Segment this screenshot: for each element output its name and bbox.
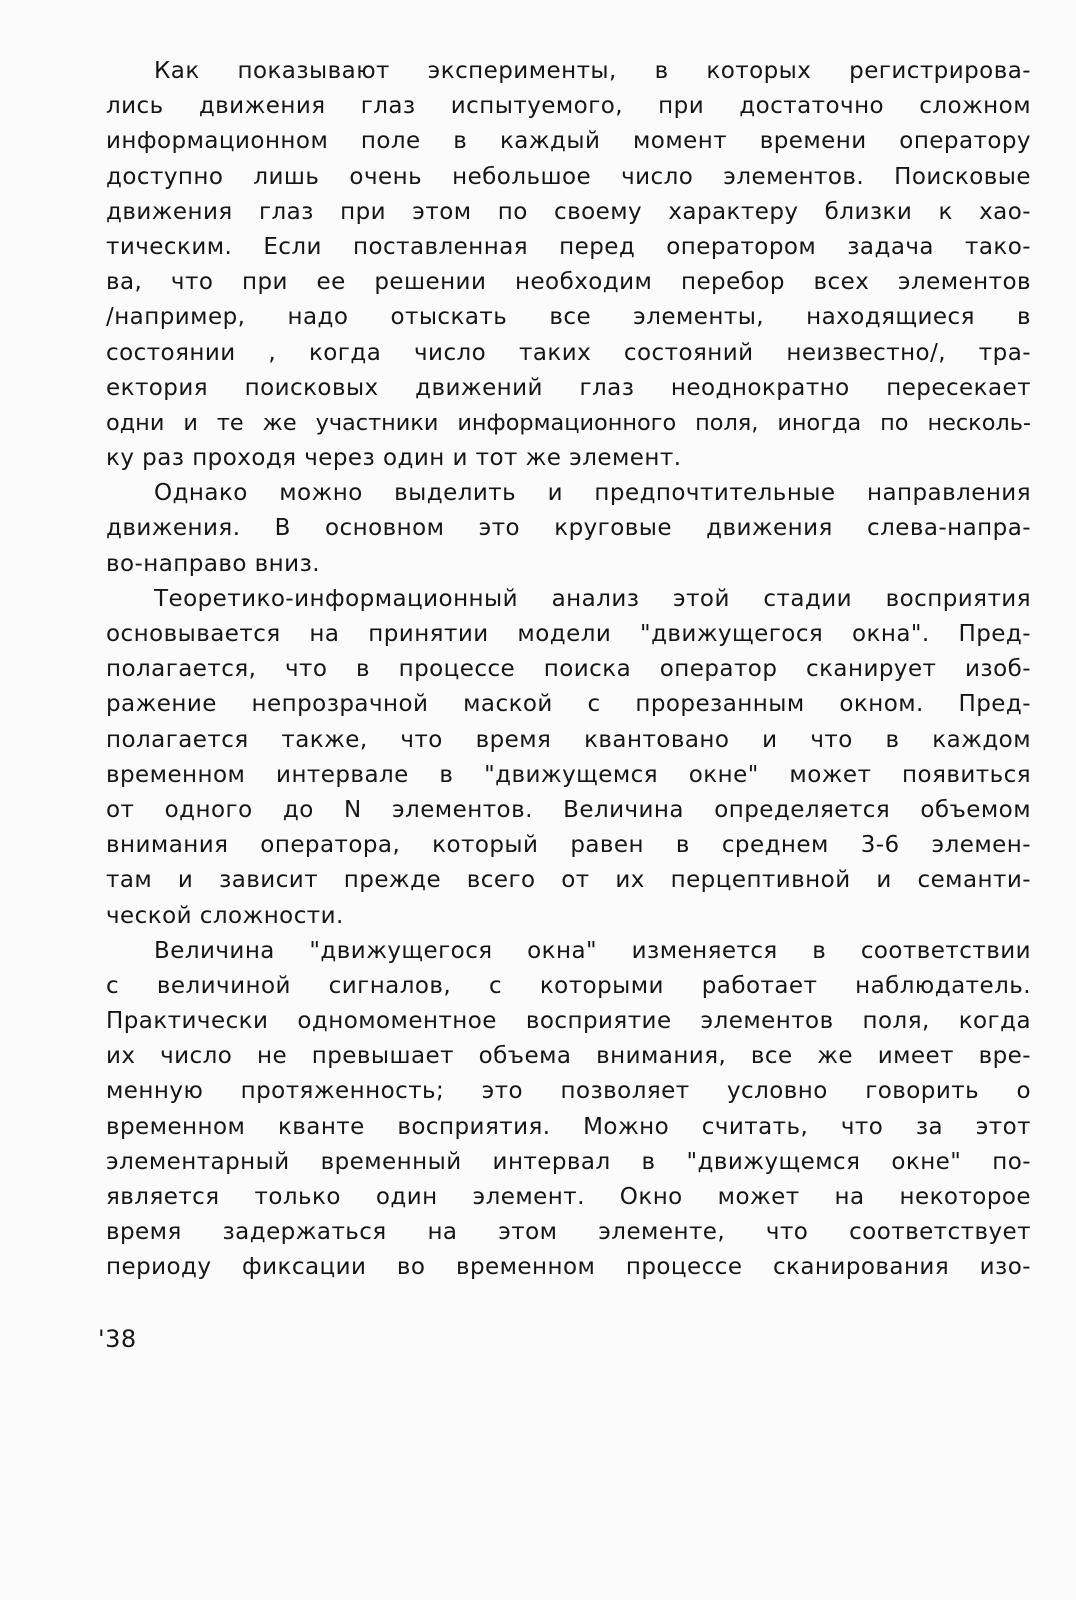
text-line: Теоретико-информационный анализ этой стадии восприятия <box>154 585 1031 612</box>
text-line: Практически одномоментное восприятие элементов поля, когда <box>106 1008 1031 1035</box>
text-line: временном кванте восприятия. Можно считать, что за этот <box>106 1113 1031 1140</box>
text-line: элементарный временный интервал в "движущемся окне" по- <box>106 1148 1031 1175</box>
text-line: ва, что при ее решении необходим перебор всех элементов <box>106 269 1031 296</box>
text-line: полагается также, что время квантовано и что в каждом <box>106 726 1031 753</box>
page-number: '38 <box>98 1325 137 1353</box>
text-line: Величина "движущегося окна" изменяется в соответствии <box>154 937 1031 964</box>
text-line: время задержаться на этом элементе, что соответствует <box>106 1219 1031 1246</box>
text-line: одни и те же участники информационного поля, иногда по несколь- <box>106 409 1031 436</box>
text-line: ражение непрозрачной маской с прорезанным окном. Пред- <box>106 691 1031 718</box>
text-line: во-направо вниз. <box>106 550 321 577</box>
paragraph-3 <box>106 582 1031 934</box>
paragraph-2 <box>106 476 1031 582</box>
text-line: ческой сложности. <box>106 902 344 929</box>
text-line: /например, надо отыскать все элементы, находящиеся в <box>106 304 1031 331</box>
text-line: Однако можно выделить и предпочтительные направления <box>154 480 1031 507</box>
text-line: от одного до N элементов. Величина определяется объемом <box>106 796 1031 823</box>
paragraph-1 <box>106 54 1031 476</box>
text-line: ку раз проходя через один и тот же элемент. <box>106 445 682 472</box>
text-line: периоду фиксации во временном процессе сканирования изо- <box>106 1254 1031 1281</box>
text-line: Как показывают эксперименты, в которых регистрирова- <box>154 58 1031 84</box>
text-line: лись движения глаз испытуемого, при достаточно сложном <box>106 93 1031 120</box>
text-line: внимания оператора, который равен в среднем 3-6 элемен- <box>106 832 1031 859</box>
text-line: ектория поисковых движений глаз неоднократно пересекает <box>106 374 1031 401</box>
text-line: является только один элемент. Окно может на некоторое <box>106 1184 1031 1210</box>
text-line: менную протяженность; это позволяет условно говорить о <box>106 1078 1031 1105</box>
text-line: там и зависит прежде всего от их перцептивной и семанти- <box>106 867 1031 894</box>
text-line: их число не превышает объема внимания, все же имеет вре- <box>106 1043 1031 1070</box>
paragraph-4 <box>106 934 1031 1286</box>
body-text <box>106 54 1031 1286</box>
text-line: тическим. Если поставленная перед оператором задача тако- <box>106 233 1031 260</box>
text-line: полагается, что в процессе поиска оператор сканирует изоб- <box>106 656 1031 683</box>
text-line: основывается на принятии модели "движущегося окна". Пред- <box>106 621 1031 647</box>
text-line: движения. В основном это круговые движения слева-напра- <box>106 515 1031 542</box>
text-line: движения глаз при этом по своему характеру близки к хао- <box>106 198 1031 225</box>
text-line: информационном поле в каждый момент времени оператору <box>106 128 1031 155</box>
text-line: состоянии , когда число таких состояний неизвестно/, тра- <box>106 339 1031 366</box>
text-line: с величиной сигналов, с которыми работает наблюдатель. <box>106 972 1031 999</box>
text-line: временном интервале в "движущемся окне" может появиться <box>106 761 1031 788</box>
text-line: доступно лишь очень небольшое число элементов. Поисковые <box>106 163 1031 190</box>
